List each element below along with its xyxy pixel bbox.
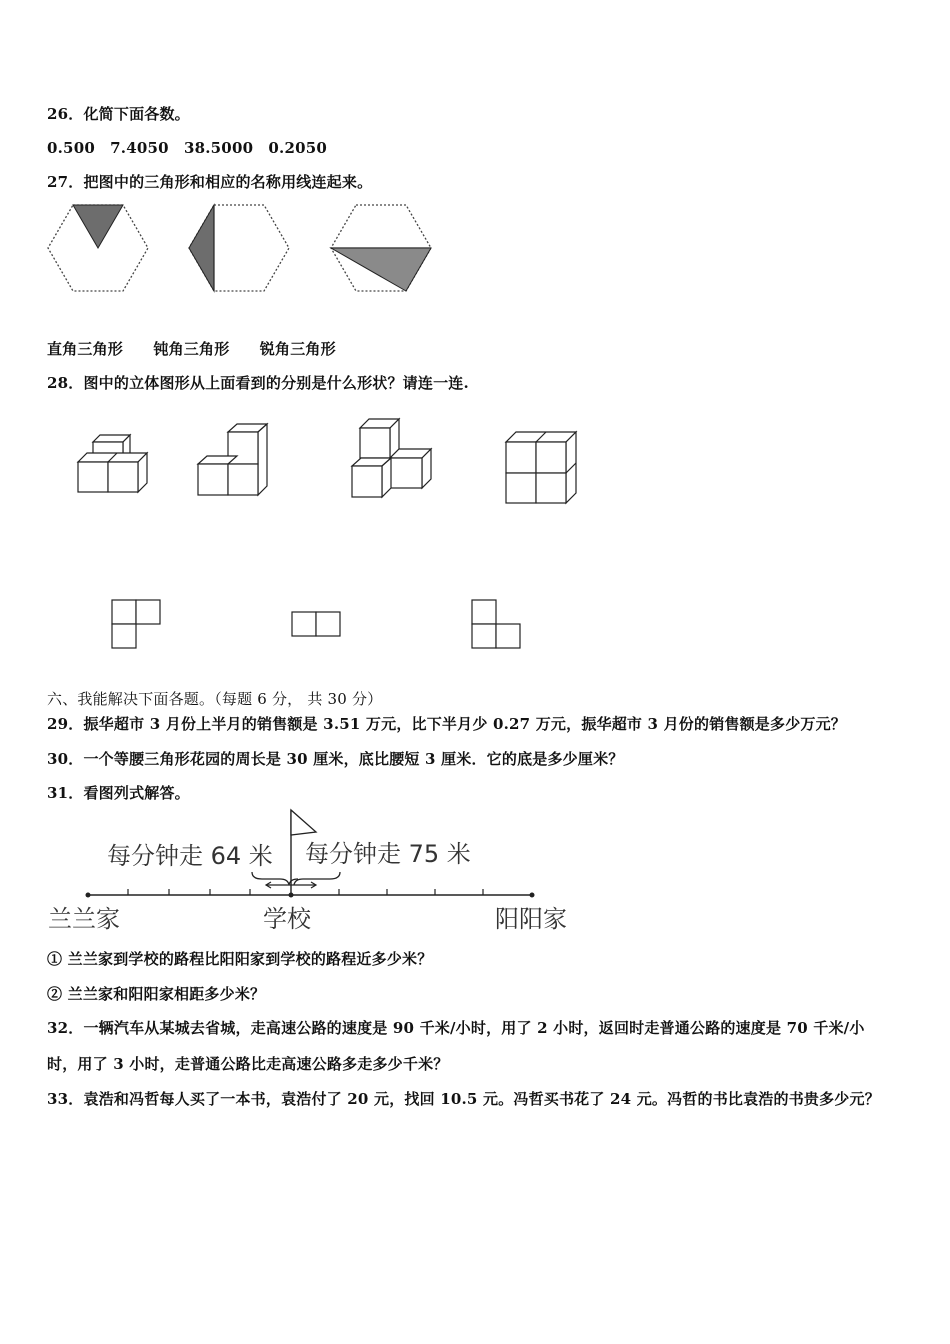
q29-text: 29．振华超市 3 月份上半月的销售额是 3.51 万元，比下半月少 0.27 万元，振华超市 3 月份的销售额是多少万元？	[47, 715, 846, 733]
solid-2	[198, 424, 267, 495]
section6-title: 六、我能解决下面各题。（每题 6 分， 共 30 分）	[47, 690, 383, 708]
hexagon-right-triangle	[331, 205, 431, 291]
q27-title: 27．把图中的三角形和相应的名称用线连起来。	[47, 173, 373, 191]
q26-numbers: 0.500 7.4050 38.5000 0.2050	[47, 139, 328, 157]
q26-title: 26．化简下面各数。	[47, 105, 190, 123]
top-view-b-cell	[292, 612, 316, 636]
top-view-shapes	[112, 600, 520, 648]
solid-3	[352, 419, 431, 497]
q28-cube-figures	[70, 412, 590, 657]
right-speed-label: 每分钟走 75 米	[305, 840, 471, 868]
q31-sub1: ① 兰兰家到学校的路程比阳阳家到学校的路程近多少米？	[47, 950, 433, 968]
solid-1	[78, 435, 147, 492]
q31-title: 31．看图列式解答。	[47, 784, 190, 802]
q33-text: 33．袁浩和冯哲每人买了一本书，袁浩付了 20 元，找回 10.5 元。冯哲买书花了 24 元。冯哲的书比袁浩的书贵多少元？	[47, 1090, 880, 1108]
q27-hexagon-figures	[40, 198, 450, 298]
q30-text: 30．一个等腰三角形花园的周长是 30 厘米，底比腰短 3 厘米．它的底是多少厘米？	[47, 750, 624, 768]
top-view-a-cell	[112, 600, 136, 624]
q28-title: 28．图中的立体图形从上面看到的分别是什么形状？请连一连.	[47, 374, 469, 392]
school-label: 学校	[263, 905, 311, 933]
hexagon-obtuse-triangle	[189, 205, 289, 291]
lanlan-home-label: 兰兰家	[48, 905, 120, 933]
q31-sub2: ② 兰兰家和阳阳家相距多少米？	[47, 985, 266, 1003]
q32-line2: 时，用了 3 小时，走普通公路比走高速公路多走多少千米？	[47, 1055, 449, 1073]
hexagon-acute-triangle	[48, 205, 148, 291]
yangyang-home-label: 阳阳家	[495, 905, 567, 933]
q31-route-diagram	[40, 805, 600, 940]
left-speed-label: 每分钟走 64 米	[107, 842, 273, 870]
top-view-c-cell	[472, 600, 496, 624]
right-brace	[294, 872, 340, 885]
solid-4	[506, 432, 576, 503]
road-ticks	[128, 889, 483, 895]
q27-triangle-names: 直角三角形 钝角三角形 锐角三角形	[47, 340, 336, 358]
q32-line1: 32．一辆汽车从某城去省城，走高速公路的速度是 90 千米/小时，用了 2 小时，返回时走普通公路的速度是 70 千米/小	[47, 1019, 865, 1037]
